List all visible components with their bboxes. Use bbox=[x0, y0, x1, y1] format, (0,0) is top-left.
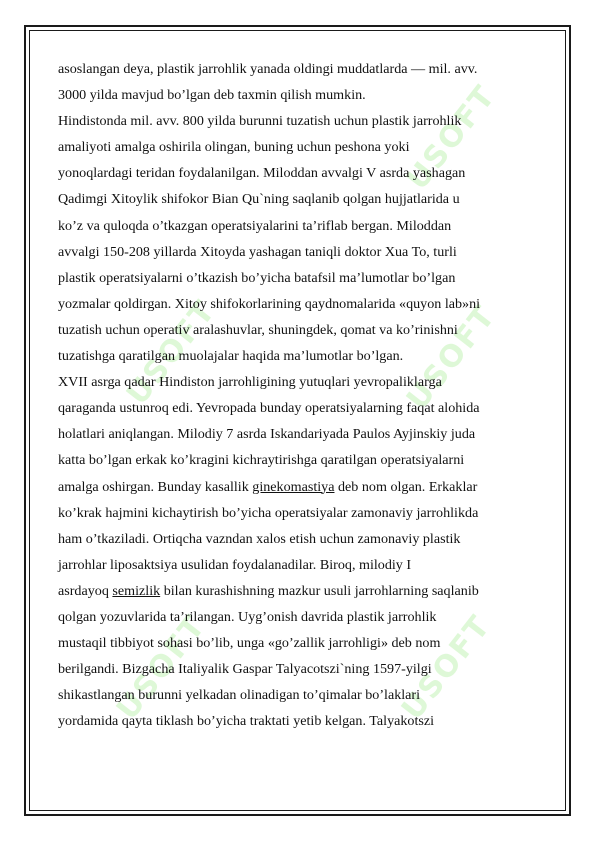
text-line: berilgandi. Bizgacha Italiyalik Gaspar Talyacotszi`ning 1597-yilgi bbox=[58, 661, 432, 678]
text-line: mustaqil tibbiyot sohasi bo’lib, unga «go’zallik jarrohligi» deb nom bbox=[58, 635, 441, 652]
paragraph bbox=[58, 56, 542, 108]
text-run: amalga oshirgan. Bunday kasallik bbox=[58, 478, 253, 495]
text-line: ham o’tkaziladi. Ortiqcha vazndan xalos etish uchun zamonaviy plastik bbox=[58, 530, 461, 547]
text-line: avvalgi 150-208 yillarda Xitoyda yashagan taniqli doktor Xua To, turli bbox=[58, 243, 457, 260]
text-line: asoslangan deya, plastik jarrohlik yanada oldingi muddatlarda — mil. avv. bbox=[58, 61, 478, 77]
text-line: shikastlangan burunni yelkadan olinadigan to’qimalar bo’laklari bbox=[58, 687, 421, 704]
watermark-logo: USOFT bbox=[400, 78, 503, 197]
text-line bbox=[58, 474, 542, 500]
text-line: XVII asrga qadar Hindiston jarrohligining yutuqlari yevropaliklarga bbox=[58, 374, 442, 391]
document-body bbox=[58, 56, 542, 734]
watermark-logo: USOFT bbox=[110, 608, 213, 727]
text-line: amaliyoti amalga oshirila olingan, buning uchun peshona yoki bbox=[58, 139, 410, 156]
text-run: deb nom olgan. Erkaklar bbox=[334, 478, 478, 495]
semizlik-link[interactable]: semizlik bbox=[112, 582, 161, 599]
text-line: tuzatishga qaratilgan muolajalar haqida ma’lumotlar bo’lgan. bbox=[58, 348, 404, 365]
paragraph bbox=[58, 108, 542, 369]
watermark-logo: USOFT bbox=[400, 298, 503, 417]
watermark-logo: USOFT bbox=[120, 293, 223, 412]
text-run: bilan kurashishning mazkur usuli jarrohlarning saqlanib bbox=[160, 582, 479, 599]
text-line: 3000 yilda mavjud bo’lgan deb taxmin qilish mumkin. bbox=[58, 87, 366, 104]
text-line: Hindistonda mil. avv. 800 yilda burunni tuzatish uchun plastik jarrohlik bbox=[58, 113, 462, 130]
text-line: jarrohlar liposaktsiya usulidan foydalanadilar. Biroq, milodiy I bbox=[58, 556, 412, 573]
text-line: qolgan yozuvlarida ta’rilangan. Uyg’onish davrida plastik jarrohlik bbox=[58, 608, 437, 625]
text-line: yonoqlardagi teridan foydalanilgan. Miloddan avvalgi V asrda yashagan bbox=[58, 165, 466, 182]
text-line: qaraganda ustunroq edi. Yevropada bunday operatsiyalarning faqat alohida bbox=[58, 400, 480, 417]
text-line: Qadimgi Xitoylik shifokor Bian Qu`ning saqlanib qolgan hujjatlarida u bbox=[58, 191, 460, 208]
text-run: asrdayoq bbox=[58, 582, 113, 599]
paragraph bbox=[58, 369, 542, 734]
text-line: holatlari aniqlangan. Milodiy 7 asrda Iskandariyada Paulos Ayjinskiy juda bbox=[58, 426, 476, 443]
ginekomastiya-link[interactable]: ginekomastiya bbox=[252, 478, 335, 495]
text-line: yordamida qayta tiklash bo’yicha traktati yetib kelgan. Talyakotszi bbox=[58, 713, 435, 730]
text-line: ko’krak hajmini kichaytirish bo’yicha operatsiyalar zamonaviy jarrohlikda bbox=[58, 504, 479, 521]
text-line: ko’z va quloqda o’tkazgan operatsiyalarini ta’riflab bergan. Miloddan bbox=[58, 217, 452, 234]
text-line: tuzatish uchun operativ aralashuvlar, shuningdek, qomat va ko’rinishni bbox=[58, 321, 458, 338]
text-line: plastik operatsiyalarni o’tkazish bo’yicha batafsil ma’lumotlar bo’lgan bbox=[58, 269, 456, 286]
text-line bbox=[58, 578, 542, 604]
text-line: yozmalar qoldirgan. Xitoy shifokorlarining qaydnomalarida «quyon lab»ni bbox=[58, 295, 481, 312]
text-line: katta bo’lgan erkak ko’kragini kichraytirishga qaratilgan operatsiyalarni bbox=[58, 452, 465, 469]
watermark-logo: USOFT bbox=[395, 608, 498, 727]
